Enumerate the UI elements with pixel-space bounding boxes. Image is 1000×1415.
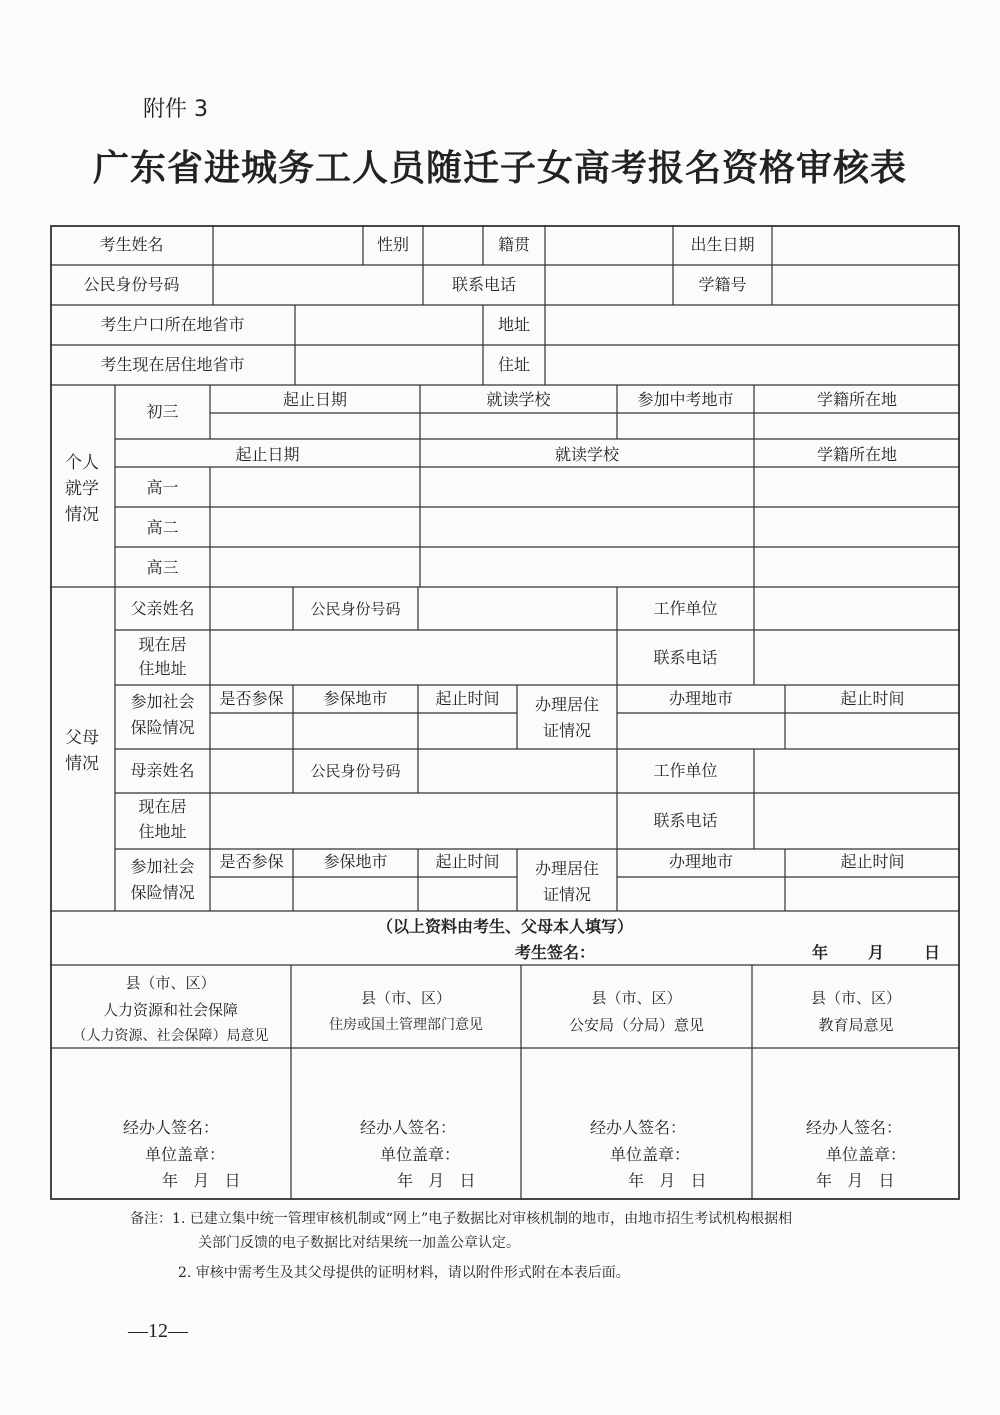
sign-year: 年 — [812, 943, 829, 962]
page-number: —12— — [128, 1320, 188, 1342]
contact-phone-label: 联系电话 — [451, 275, 516, 294]
gender-label: 性别 — [376, 235, 409, 254]
housing-dept-line1: 县（市、区） — [360, 989, 451, 1007]
parents-section-label: 父母情况 — [65, 728, 99, 774]
mother-address-label-2: 住地址 — [138, 822, 187, 841]
form-title: 广东省进城务工人员随迁子女高考报名资格审核表 — [92, 148, 907, 189]
father-phone-label: 联系电话 — [653, 648, 718, 667]
mother-permit-label-1: 办理居住 — [534, 859, 599, 878]
student-number-label: 学籍号 — [698, 275, 747, 294]
remark-line-1: 备注：1. 已建立集中统一管理审核机制或“网上”电子数据比对审核机制的地市，由地市招生考试机构根据相 — [130, 1211, 793, 1227]
police-date: 年 月 日 — [628, 1171, 707, 1190]
study-section-label: 个人就学情况 — [65, 453, 99, 525]
mother-social-label-2: 保险情况 — [130, 883, 195, 902]
review-form — [50, 225, 960, 1200]
hs-registry-header: 学籍所在地 — [816, 445, 897, 464]
father-permit-label-1: 办理居住 — [534, 695, 599, 714]
mother-address-label-1: 现在居 — [138, 797, 187, 816]
father-insured-city-label: 参保地市 — [323, 689, 388, 708]
candidate-name-label: 考生姓名 — [99, 235, 164, 254]
hs-school-header: 就读学校 — [554, 445, 619, 464]
housing-handler-sign: 经办人签名： — [360, 1118, 457, 1137]
sign-day: 日 — [924, 943, 941, 962]
native-place-label: 籍贯 — [497, 235, 530, 254]
mother-permit-city-label: 办理地市 — [668, 852, 733, 871]
mother-permit-label-2: 证情况 — [542, 885, 591, 904]
education-seal: 单位盖章： — [826, 1145, 907, 1164]
id-number-label: 公民身份号码 — [83, 275, 180, 294]
father-employer-label: 工作单位 — [653, 599, 718, 618]
education-line2: 教育局意见 — [818, 1016, 894, 1034]
mother-name-label: 母亲姓名 — [130, 761, 195, 780]
father-social-label-2: 保险情况 — [130, 718, 195, 737]
hr-handler-sign: 经办人签名： — [123, 1118, 220, 1137]
mother-insured-period-label: 起止时间 — [435, 852, 500, 871]
father-permit-label-2: 证情况 — [542, 721, 591, 740]
father-address-label-2: 住地址 — [138, 659, 187, 678]
father-name-label: 父亲姓名 — [130, 599, 195, 618]
residence-location-label: 考生现在居住地省市 — [100, 355, 245, 374]
police-line2: 公安局（分局）意见 — [568, 1016, 704, 1034]
hukou-location-label: 考生户口所在地省市 — [100, 315, 245, 334]
hr-bureau-line2: 人力资源和社会保障 — [102, 1001, 238, 1019]
housing-seal: 单位盖章： — [380, 1145, 461, 1164]
police-handler-sign: 经办人签名： — [590, 1118, 687, 1137]
father-address-label-1: 现在居 — [138, 635, 187, 654]
grade9-dates-header: 起止日期 — [282, 390, 347, 409]
father-permit-period-label: 起止时间 — [840, 689, 905, 708]
grade12-label: 高三 — [146, 558, 179, 577]
mother-id-label: 公民身份号码 — [310, 762, 401, 780]
hs-dates-header: 起止日期 — [235, 445, 300, 464]
father-id-label: 公民身份号码 — [310, 600, 401, 618]
mother-insured-city-label: 参保地市 — [323, 852, 388, 871]
mother-permit-period-label: 起止时间 — [840, 852, 905, 871]
mother-employer-label: 工作单位 — [653, 761, 718, 780]
candidate-sign-label: 考生签名： — [515, 943, 596, 962]
father-permit-city-label: 办理地市 — [668, 689, 733, 708]
sign-month: 月 — [868, 943, 885, 962]
attachment-label: 附件 3 — [143, 97, 208, 122]
grade11-label: 高二 — [146, 518, 179, 537]
hukou-address-label: 地址 — [497, 315, 530, 334]
remarks — [130, 1207, 792, 1285]
birth-date-label: 出生日期 — [690, 235, 755, 254]
education-handler-sign: 经办人签名： — [806, 1118, 903, 1137]
police-seal: 单位盖章： — [610, 1145, 691, 1164]
hr-seal: 单位盖章： — [145, 1145, 226, 1164]
grade9-label: 初三 — [146, 402, 179, 421]
father-social-label-1: 参加社会 — [130, 692, 195, 711]
residence-address-label: 住址 — [497, 355, 530, 374]
grade10-label: 高一 — [146, 478, 179, 497]
fill-note: （以上资料由考生、父母本人填写） — [376, 917, 633, 936]
hr-bureau-line3: （人力资源、社会保障）局意见 — [72, 1028, 269, 1044]
police-line1: 县（市、区） — [591, 989, 682, 1007]
grade9-registry-header: 学籍所在地 — [816, 390, 897, 409]
hr-bureau-line1: 县（市、区） — [125, 974, 216, 992]
hr-date: 年 月 日 — [162, 1171, 241, 1190]
housing-date: 年 月 日 — [397, 1171, 476, 1190]
education-date: 年 月 日 — [816, 1171, 895, 1190]
remark-line-2: 关部门反馈的电子数据比对结果统一加盖公章认定。 — [198, 1235, 520, 1251]
mother-insured-label: 是否参保 — [219, 852, 284, 871]
exam-city-header: 参加中考地市 — [637, 390, 734, 409]
grade9-school-header: 就读学校 — [486, 390, 551, 409]
education-line1: 县（市、区） — [810, 989, 901, 1007]
remark-line-3: 2. 审核中需考生及其父母提供的证明材料，请以附件形式附在本表后面。 — [178, 1265, 630, 1281]
mother-social-label-1: 参加社会 — [130, 857, 195, 876]
housing-dept-line2: 住房或国土管理部门意见 — [329, 1017, 483, 1033]
mother-phone-label: 联系电话 — [653, 811, 718, 830]
father-insured-label: 是否参保 — [219, 689, 284, 708]
father-insured-period-label: 起止时间 — [435, 689, 500, 708]
